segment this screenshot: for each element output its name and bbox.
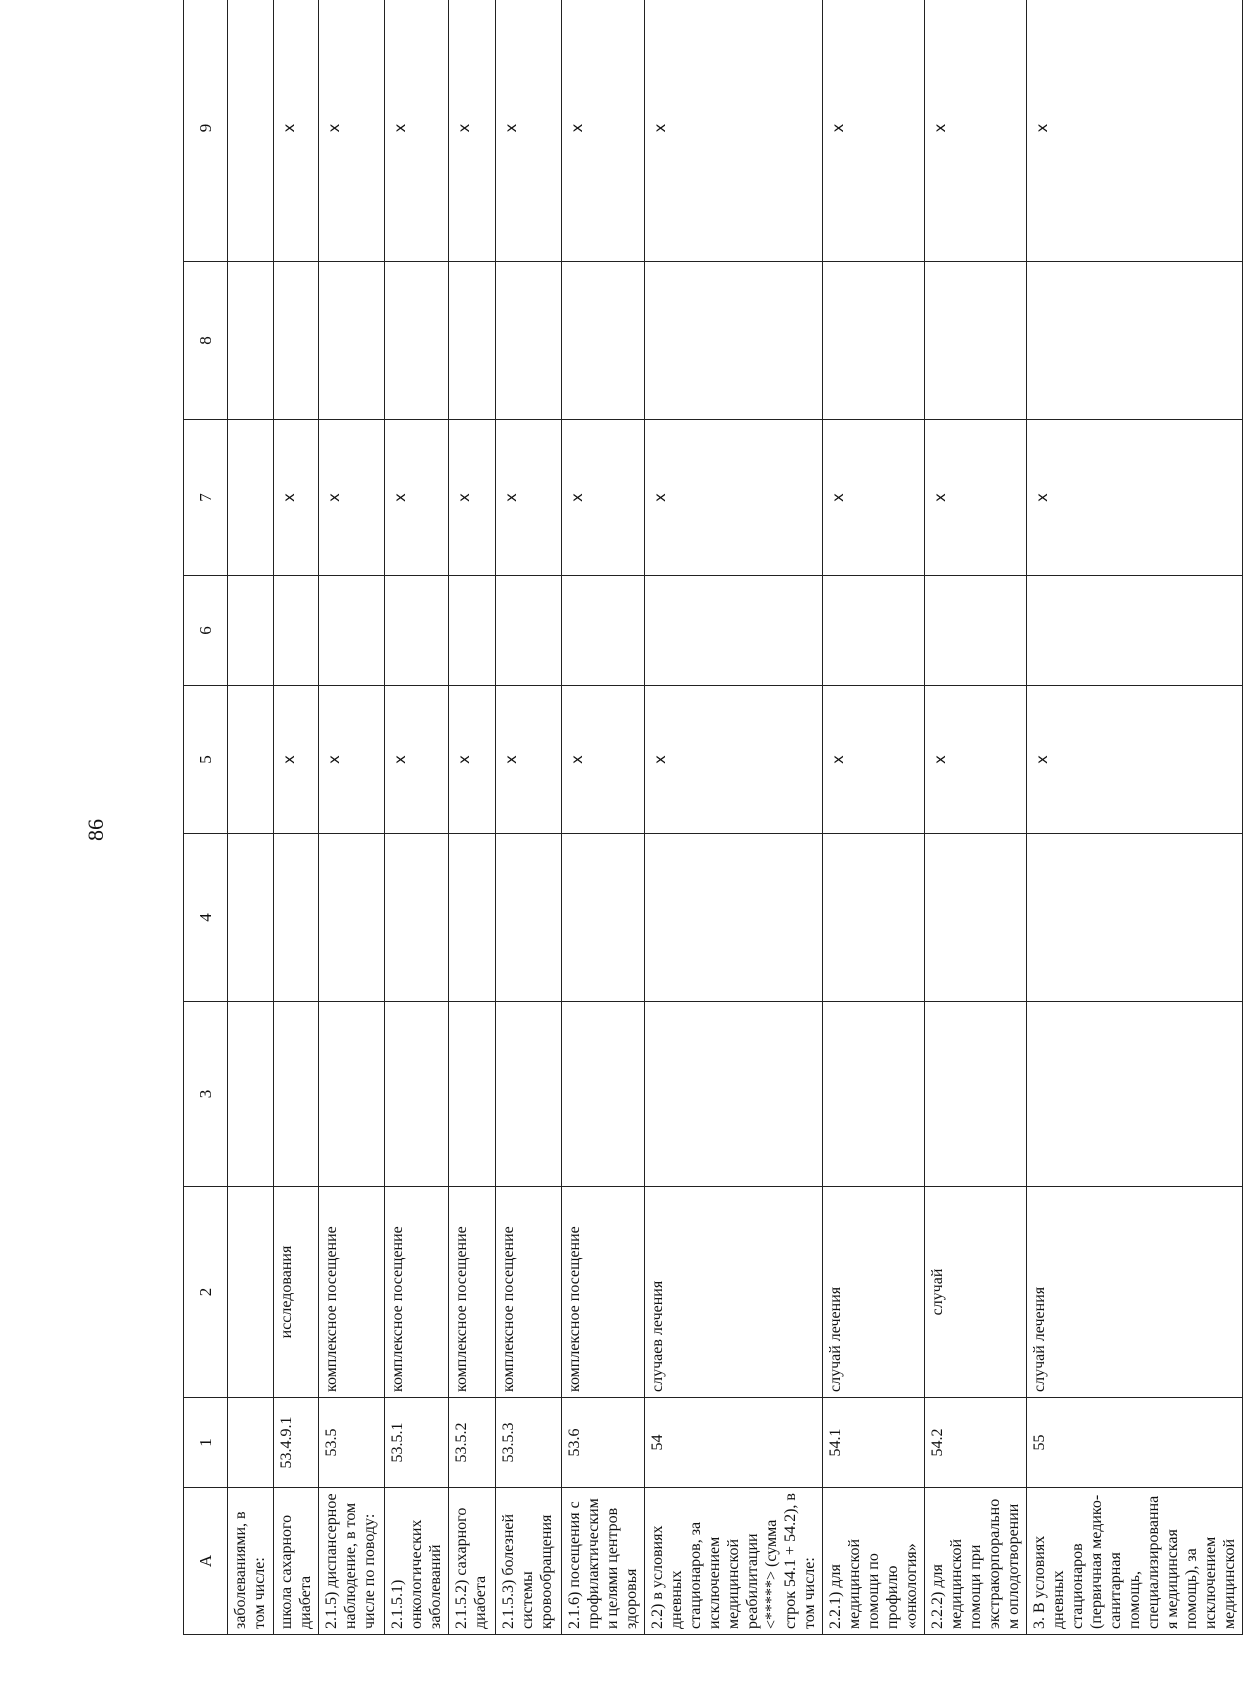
table-row [562,0,645,1635]
cell-col8 [385,262,449,420]
row-name: 2.1.5.3) болезней системы кровообращения [496,1488,562,1635]
cell-col6 [823,576,925,686]
cell-col3 [1027,1002,1243,1187]
header-cell: 2 [184,1187,228,1398]
row-code: 53.5.1 [385,1398,449,1488]
cell-col6 [274,576,319,686]
row-unit: комплексное посещение [496,1187,562,1398]
row-name: 2.2.1) для медицинской помощи по профилю «онкология» [823,1488,925,1635]
cell-col8 [496,262,562,420]
table-row [228,0,274,1635]
cell-col8 [562,262,645,420]
cell-col6 [925,576,1027,686]
header-cell: 7 [184,420,228,576]
row-code: 53.4.9.1 [274,1398,319,1488]
table-row [925,0,1027,1635]
cell-col9: х [449,0,496,262]
cell-col5: х [385,686,449,834]
cell-col7: х [319,420,385,576]
cell-col7: х [823,420,925,576]
cell-col9 [228,0,274,262]
row-code: 53.5.3 [496,1398,562,1488]
cell-col8 [228,262,274,420]
table-row [385,0,449,1635]
cell-col6 [645,576,823,686]
row-code: 53.5 [319,1398,385,1488]
cell-col5: х [562,686,645,834]
cell-col7: х [385,420,449,576]
row-unit: случай лечения [1027,1187,1243,1398]
row-name: 2.1.5.1) онкологических заболеваний [385,1488,449,1635]
cell-col3 [823,1002,925,1187]
cell-col4 [823,834,925,1002]
table-row [1027,0,1243,1635]
cell-col7: х [449,420,496,576]
cell-col4 [496,834,562,1002]
header-cell: 8 [184,262,228,420]
cell-col4 [562,834,645,1002]
cell-col4 [925,834,1027,1002]
cell-col9: х [274,0,319,262]
cell-col7: х [925,420,1027,576]
row-unit: случай лечения [823,1187,925,1398]
cell-col9: х [496,0,562,262]
cell-col5: х [449,686,496,834]
cell-col3 [496,1002,562,1187]
cell-col7: х [645,420,823,576]
header-cell: 4 [184,834,228,1002]
row-code: 54.2 [925,1398,1027,1488]
row-code: 53.5.2 [449,1398,496,1488]
cell-col5: х [1027,686,1243,834]
row-unit [228,1187,274,1398]
header-cell: 1 [184,1398,228,1488]
cell-col8 [645,262,823,420]
cell-col6 [385,576,449,686]
cell-col3 [925,1002,1027,1187]
header-cell: А [184,1488,228,1635]
header-cell: 6 [184,576,228,686]
header-cell: 5 [184,686,228,834]
cell-col5: х [319,686,385,834]
table-row [319,0,385,1635]
cell-col8 [319,262,385,420]
cell-col3 [228,1002,274,1187]
row-unit: комплексное посещение [385,1187,449,1398]
row-name: 2.1.6) посещения с профилактическими целями центров здоровья [562,1488,645,1635]
row-name: 2.2.2) для медицинской помощи при экстракорпоральном оплодотворении [925,1488,1027,1635]
cell-col5: х [645,686,823,834]
cell-col6 [228,576,274,686]
cell-col4 [645,834,823,1002]
cell-col9: х [823,0,925,262]
row-name: 3. В условиях дневных стационаров (первичная медико-санитарная помощь, специализированная медицинская помощь), за исключением медицинской [1027,1488,1243,1635]
cell-col7 [228,420,274,576]
cell-col3 [645,1002,823,1187]
header-cell: 9 [184,0,228,262]
cell-col9: х [645,0,823,262]
cell-col6 [496,576,562,686]
table-row [449,0,496,1635]
cell-col8 [925,262,1027,420]
cell-col9: х [562,0,645,262]
row-name: заболеваниями, в том числе: [228,1488,274,1635]
row-code: 54.1 [823,1398,925,1488]
cell-col5: х [274,686,319,834]
row-code: 55 [1027,1398,1243,1488]
cell-col3 [274,1002,319,1187]
row-unit: комплексное посещение [319,1187,385,1398]
header-row [184,0,228,1635]
table-row [645,0,823,1635]
data-table [183,0,1243,1635]
cell-col4 [319,834,385,1002]
cell-col4 [1027,834,1243,1002]
row-unit: случай [925,1187,1027,1398]
row-unit: исследования [274,1187,319,1398]
cell-col8 [449,262,496,420]
cell-col7: х [496,420,562,576]
row-unit: комплексное посещение [562,1187,645,1398]
cell-col5: х [823,686,925,834]
table-container [183,0,1238,1635]
cell-col7: х [274,420,319,576]
row-name: 2.2) в условиях дневных стационаров, за исключением медицинской реабилитации <*****> (сумма строк 54.1 + 54.2), в том числе: [645,1488,823,1635]
page-number: 86 [83,819,108,841]
row-name: 2.1.5.2) сахарного диабета [449,1488,496,1635]
cell-col8 [274,262,319,420]
row-name: школа сахарного диабета [274,1488,319,1635]
cell-col4 [274,834,319,1002]
cell-col3 [385,1002,449,1187]
cell-col9: х [319,0,385,262]
row-code: 54 [645,1398,823,1488]
cell-col8 [823,262,925,420]
cell-col9: х [385,0,449,262]
cell-col4 [449,834,496,1002]
cell-col7: х [1027,420,1243,576]
row-code [228,1398,274,1488]
row-unit: комплексное посещение [449,1187,496,1398]
row-name: 2.1.5) диспансерное наблюдение, в том числе по поводу: [319,1488,385,1635]
cell-col5: х [496,686,562,834]
row-code: 53.6 [562,1398,645,1488]
cell-col6 [562,576,645,686]
cell-col3 [319,1002,385,1187]
cell-col5 [228,686,274,834]
cell-col9: х [1027,0,1243,262]
cell-col9: х [925,0,1027,262]
header-cell: 3 [184,1002,228,1187]
cell-col8 [1027,262,1243,420]
row-unit: случаев лечения [645,1187,823,1398]
cell-col3 [449,1002,496,1187]
table-row [274,0,319,1635]
cell-col3 [562,1002,645,1187]
table-row [823,0,925,1635]
cell-col6 [449,576,496,686]
cell-col5: х [925,686,1027,834]
cell-col7: х [562,420,645,576]
cell-col4 [385,834,449,1002]
cell-col6 [1027,576,1243,686]
cell-col6 [319,576,385,686]
cell-col4 [228,834,274,1002]
table-row [496,0,562,1635]
